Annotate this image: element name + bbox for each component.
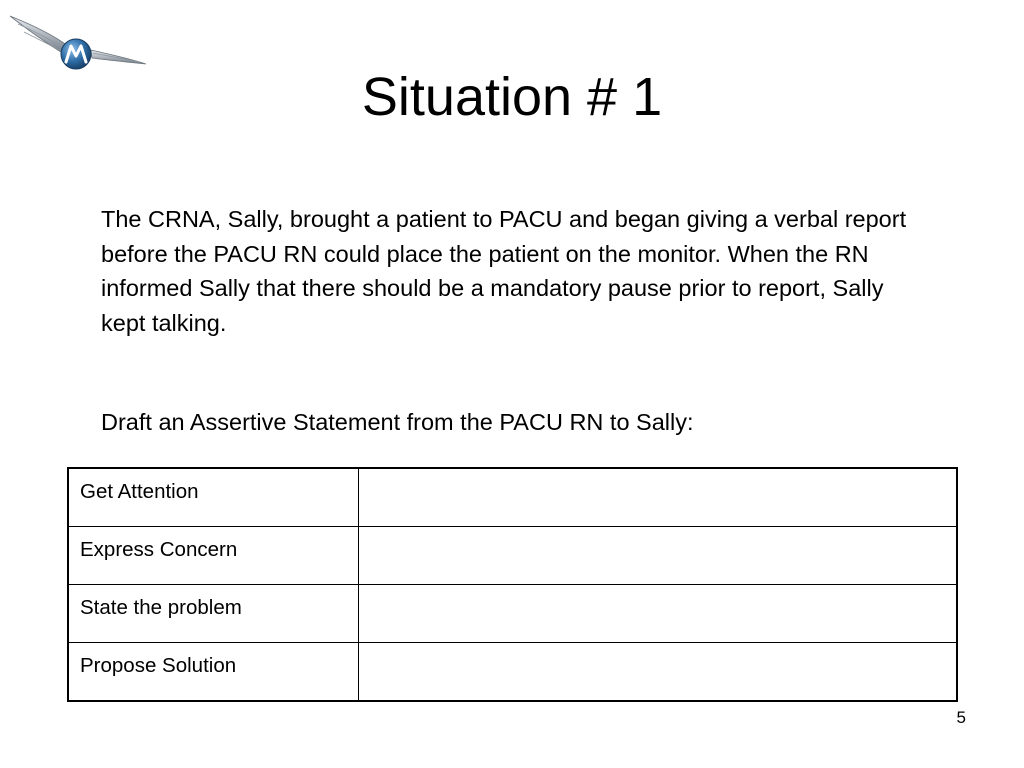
row-label-state-the-problem: State the problem [68, 584, 359, 642]
assertive-statement-table [67, 467, 958, 702]
row-label-express-concern: Express Concern [68, 527, 359, 585]
row-value-propose-solution [359, 642, 958, 701]
row-value-express-concern [359, 527, 958, 585]
slide-title: Situation # 1 [361, 67, 663, 127]
assertive-statement-prompt: Draft an Assertive Statement from the PACU RN to Sally: [101, 409, 694, 435]
page-number: 5 [956, 708, 966, 727]
table-row [68, 527, 957, 585]
table-row [68, 584, 957, 642]
row-value-get-attention [359, 468, 958, 527]
table-row [68, 468, 957, 527]
row-label-get-attention: Get Attention [68, 468, 359, 527]
row-label-propose-solution: Propose Solution [68, 642, 359, 701]
table-row [68, 642, 957, 701]
row-value-state-the-problem [359, 584, 958, 642]
situation-paragraph: The CRNA, Sally, brought a patient to PACU and began giving a verbal report before the PACU RN could place the patient on the monitor. When the RN informed Sally that there should be a mandatory pause prior to report, Sally kept talking. [101, 206, 907, 336]
